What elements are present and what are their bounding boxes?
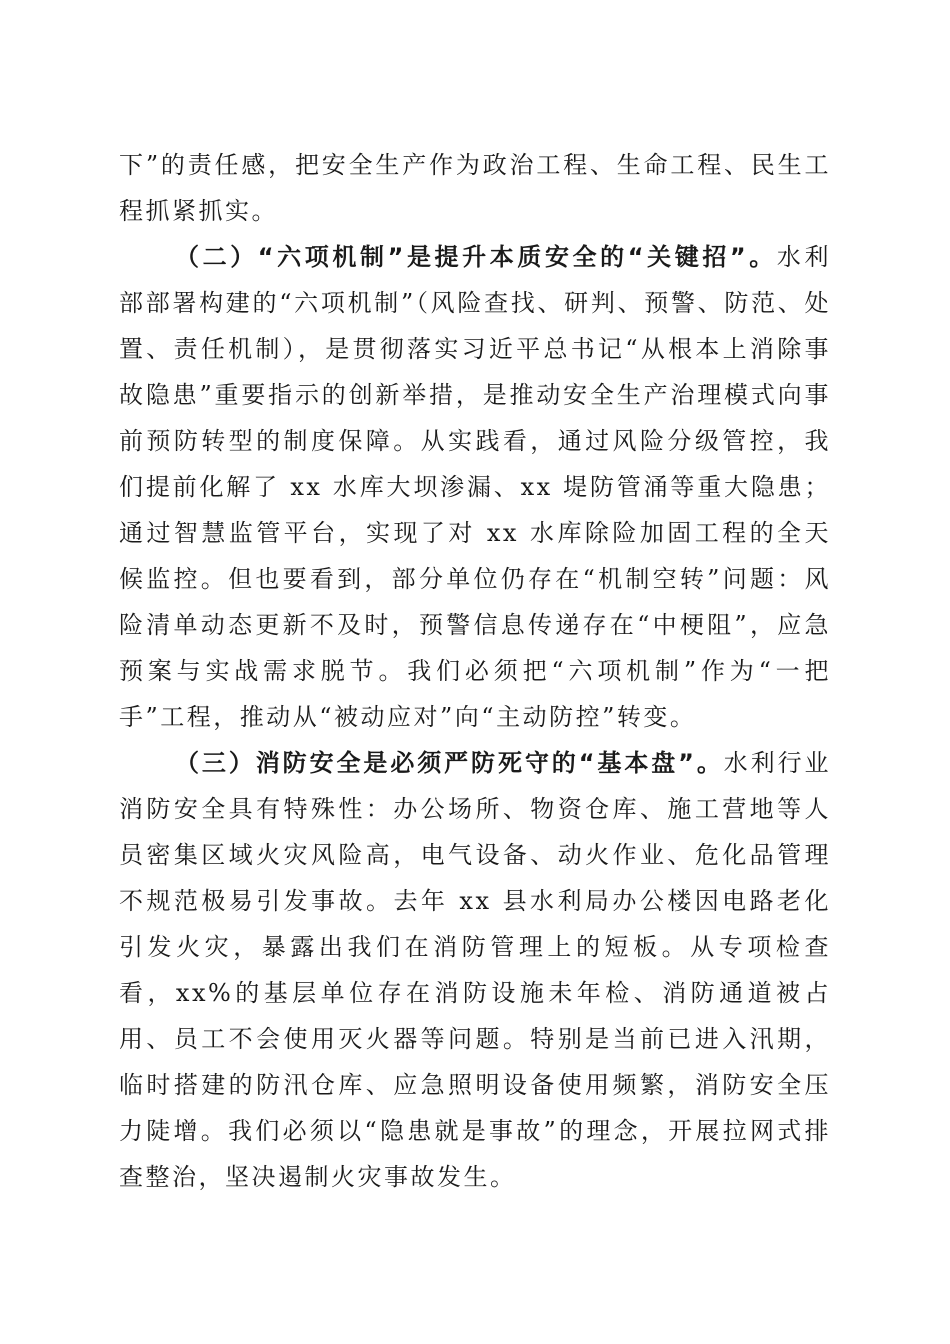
paragraph-fire-safety [119,740,831,1200]
paragraph-six-mechanisms [119,234,831,740]
paragraph-continuation [119,142,831,234]
section-heading-3: （三）消防安全是必须严防死守的“基本盘”。 [175,749,724,777]
paragraph-text: 水利部部署构建的“六项机制”（风险查找、研判、预警、防范、处置、责任机制），是贯彻落实习近平总书记“从根本上消除事故隐患”重要指示的创新举措，是推动安全生产治理模式向事前预防转型的制度保障。从实践看，通过风险分级管控，我们提前化解了 xx 水库大坝渗漏、xx 堤防管涌等重大隐患；通过智慧监管平台，实现了对 xx 水库除险加固工程的全天候监控。但也要看到，部分单位仍存在“机制空转”问题：风险清单动态更新不及时，预警信息传递存在“中梗阻”，应急预案与实战需求脱节。我们必须把“六项机制”作为“一把手”工程，推动从“被动应对”向“主动防控”转变。 [119,243,832,731]
paragraph-text: 下”的责任感，把安全生产作为政治工程、生命工程、民生工程抓紧抓实。 [119,151,831,225]
paragraph-text: 水利行业消防安全具有特殊性：办公场所、物资仓库、施工营地等人员密集区域火灾风险高，电气设备、动火作业、危化品管理不规范极易引发事故。去年 xx 县水利局办公楼因电路老化引发火灾，暴露出我们在消防管理上的短板。从专项检查看，xx%的基层单位存在消防设施未年检、消防通道被占用、员工不会使用灭火器等问题。特别是当前已进入汛期，临时搭建的防汛仓库、应急照明设备使用频繁，消防安全压力陡增。我们必须以“隐患就是事故”的理念，开展拉网式排查整治，坚决遏制火灾事故发生。 [119,749,832,1191]
section-heading-2: （二）“六项机制”是提升本质安全的“关键招”。 [175,243,777,271]
document-body [119,142,831,1200]
